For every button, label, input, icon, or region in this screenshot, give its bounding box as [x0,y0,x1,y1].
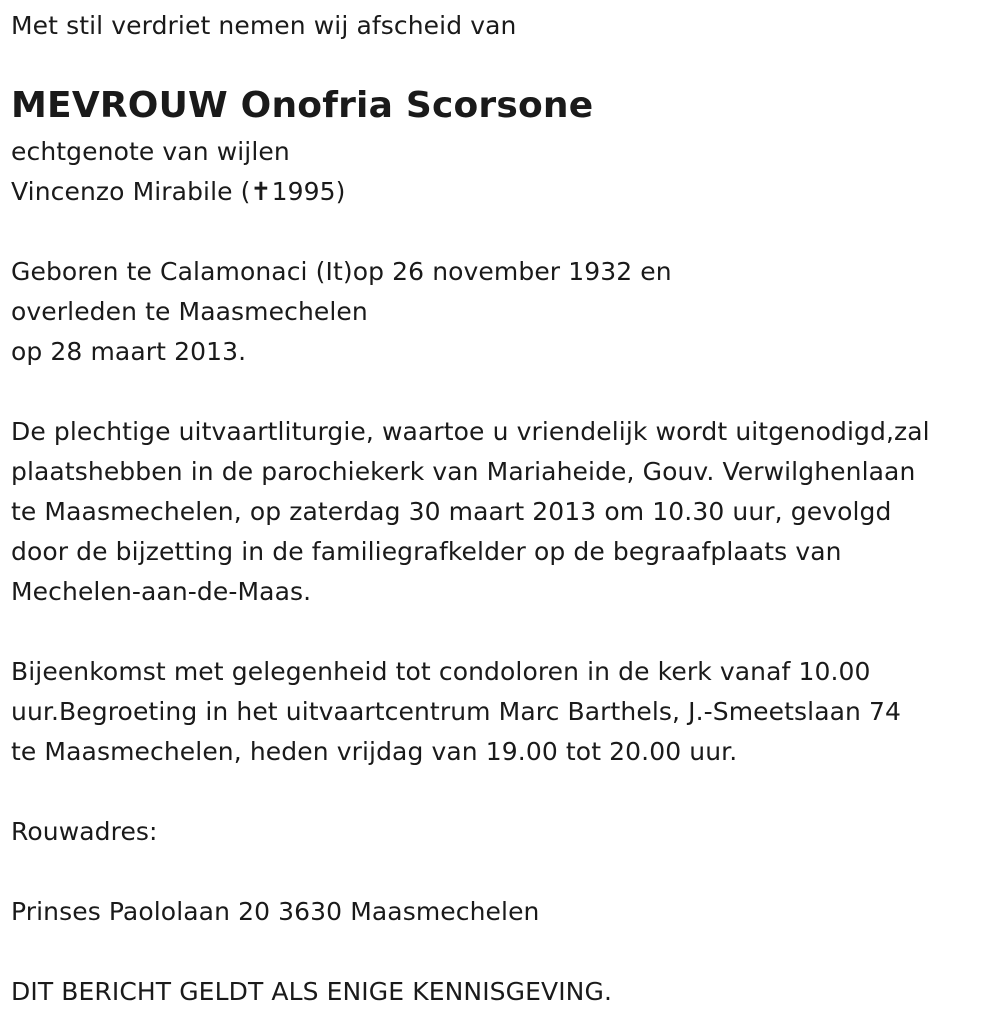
birth-death-line: op 28 maart 2013. [11,337,247,366]
condolences-line: Bijeenkomst met gelegenheid tot condoloren in de kerk vanaf 10.00 [11,657,871,686]
spouse-line-2: Vincenzo Mirabile (✝1995) [11,177,346,206]
spouse-info [11,132,991,212]
mourning-address: Prinses Paololaan 20 3630 Maasmechelen [11,897,540,926]
funeral-line: De plechtige uitvaartliturgie, waartoe u vriendelijk wordt uitgenodigd,zal [11,417,930,446]
funeral-line: plaatshebben in de parochiekerk van Mariaheide, Gouv. Verwilghenlaan [11,457,916,486]
funeral-line: te Maasmechelen, op zaterdag 30 maart 2013 om 10.30 uur, gevolgd [11,497,892,526]
funeral-paragraph [11,412,991,612]
birth-death-line: Geboren te Calamonaci (It)op 26 november 1932 en [11,257,672,286]
intro-text: Met stil verdriet nemen wij afscheid van [11,11,517,40]
condolences-paragraph [11,652,991,772]
birth-death-line: overleden te Maasmechelen [11,297,368,326]
death-notice [11,6,991,1012]
deceased-name: MEVROUW Onofria Scorsone [11,85,594,126]
funeral-line: door de bijzetting in de familiegrafkelder op de begraafplaats van [11,537,842,566]
closing-statement: DIT BERICHT GELDT ALS ENIGE KENNISGEVING. [11,977,612,1006]
funeral-line: Mechelen-aan-de-Maas. [11,577,312,606]
condolences-line: te Maasmechelen, heden vrijdag van 19.00 tot 20.00 uur. [11,737,738,766]
mourning-address-label: Rouwadres: [11,817,158,846]
condolences-line: uur.Begroeting in het uitvaartcentrum Marc Barthels, J.-Smeetslaan 74 [11,697,902,726]
spouse-line-1: echtgenote van wijlen [11,137,290,166]
birth-death-paragraph [11,252,991,372]
